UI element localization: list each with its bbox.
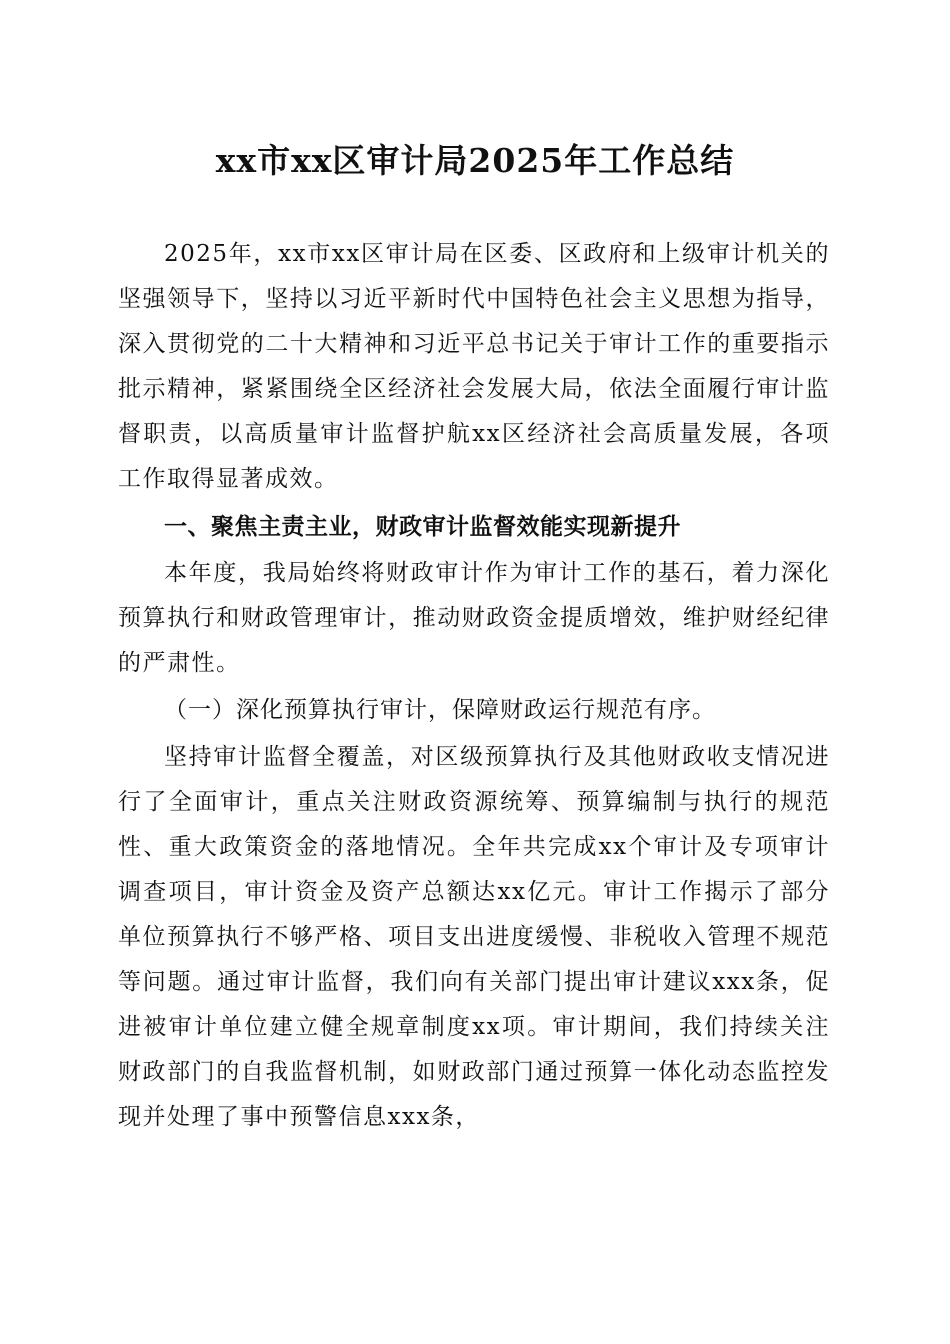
- section-1-paragraph: 本年度，我局始终将财政审计作为审计工作的基石，着力深化预算执行和财政管理审计，推动财政资金提质增效，维护财经纪律的严肃性。: [118, 560, 830, 676]
- subsection-1-paragraph: 坚持审计监督全覆盖，对区级预算执行及其他财政收支情况进行了全面审计，重点关注财政资源统筹、预算编制与执行的规范性、重大政策资金的落地情况。全年共完成xx个审计及专项审计调查项目，审计资金及资产总额达xx亿元。审计工作揭示了部分单位预算执行不够严格、项目支出进度缓慢、非税收入管理不规范等问题。通过审计监督，我们向有关部门提出审计建议xxx条，促进被审计单位建立健全规章制度xx项。审计期间，我们持续关注财政部门的自我监督机制，如财政部门通过预算一体化动态监控发现并处理了事中预警信息xxx条，: [118, 744, 830, 1130]
- document-body: [118, 232, 830, 1140]
- subsection-heading-1: （一）深化预算执行审计，保障财政运行规范有序。: [164, 697, 716, 723]
- intro-paragraph: 2025年，xx市xx区审计局在区委、区政府和上级审计机关的坚强领导下，坚持以习近平新时代中国特色社会主义思想为指导，深入贯彻党的二十大精神和习近平总书记关于审计工作的重要指示批示精神，紧紧围绕全区经济社会发展大局，依法全面履行审计监督职责，以高质量审计监督护航xx区经济社会高质量发展，各项工作取得显著成效。: [118, 241, 830, 492]
- document-title: xx市xx区审计局2025年工作总结: [215, 141, 735, 180]
- section-heading-1: 一、聚焦主责主业，财政审计监督效能实现新提升: [164, 513, 681, 540]
